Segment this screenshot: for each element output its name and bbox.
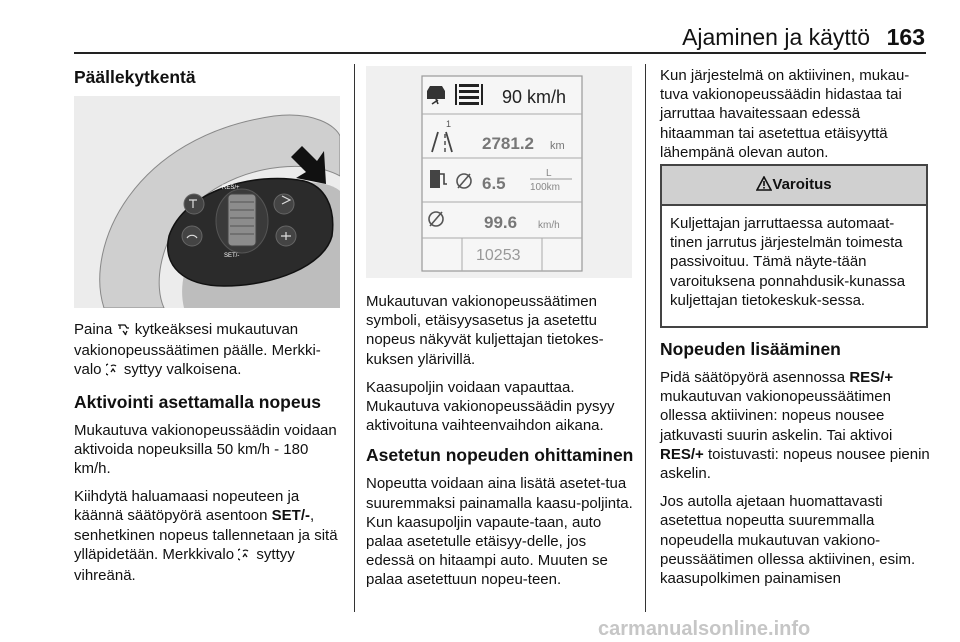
- warning-header: [662, 166, 926, 206]
- cluster-fuel-value: 6.5: [482, 174, 506, 193]
- p2-part-b: mukautuvan vakionopeussäätimen ollessa aktiivinen: nopeus nousee jatkuvasti suurin askelin. Tai aktivoi: [660, 388, 893, 444]
- acc-indicator-icon: [106, 362, 120, 381]
- p1-part-b: kytkeäksesi mukautuvan vakionopeussäätimen päälle. Merkki-valo: [74, 321, 321, 379]
- steering-wheel-figure: [74, 96, 340, 308]
- res-label-bold: RES/+: [660, 445, 704, 463]
- paragraph-res: [660, 368, 930, 483]
- cluster-display-figure: [366, 66, 632, 278]
- set-label-bold: SET/-: [271, 507, 310, 525]
- p3-part-b: , senhetkinen nopeus tallennetaan ja sitä ylläpidetään. Merkkivalo: [74, 507, 338, 563]
- column-2-text: [366, 292, 638, 599]
- cluster-avg-speed-unit: km/h: [538, 220, 560, 231]
- column-divider-2: [645, 64, 646, 612]
- heading-activation-by-speed: Aktivointi asettamalla nopeus: [74, 391, 322, 412]
- res-label-bold: RES/+: [849, 369, 894, 386]
- cluster-range-unit: km: [550, 140, 565, 152]
- warning-box: [660, 164, 928, 328]
- paragraph-faster-driving: Jos autolla ajetaan huomattavasti asetettua nopeutta suuremmalla nopeudella mukautuvan vakiono-peussäätimen ollessa aktiivinen, esim. kaasupolkimen painamisen: [660, 493, 916, 588]
- column-divider-1: [354, 64, 355, 612]
- p2-part-c: toistuvasti: nopeus nousee pienin askelin.: [660, 445, 930, 483]
- section-heading-activation: Päällekytkentä: [74, 67, 196, 87]
- paragraph-speed-range: Mukautuva vakionopeussäädin voidaan aktivoida nopeuksilla 50 km/h - 180 km/h.: [74, 421, 337, 478]
- cluster-fuel-unit-bottom: 100km: [530, 182, 561, 193]
- cluster-fuel-unit-top: L: [546, 168, 552, 179]
- res-label: RES/+: [222, 185, 240, 191]
- page-header-title: Ajaminen ja käyttö: [682, 24, 870, 50]
- paragraph-pedal-release: Kaasupoljin voidaan vapauttaa. Mukautuva vakionopeussäädin pysyy aktivoituna vaihteenvaihdon aikana.: [366, 378, 615, 435]
- warning-text: Kuljettajan jarruttaessa automaat-tinen jarrutus järjestelmän toimesta passivoituu. Tämä näyte-tään varoituksena ponnahdusik-kunassa kuljettajan tietokeskuk-sessa.: [670, 215, 906, 309]
- p1-part-a: Paina: [74, 321, 113, 338]
- warning-title: Varoitus: [772, 176, 832, 193]
- set-label: SET/-: [224, 253, 240, 259]
- warning-triangle-icon: [756, 168, 772, 206]
- cluster-range-value: 2781.2: [482, 134, 534, 153]
- watermark: carmanualsonline.info: [598, 618, 811, 640]
- paragraph-switch-on: [74, 320, 346, 382]
- page-number: 163: [886, 24, 925, 50]
- heading-override-speed: Asetetun nopeuden ohittaminen: [366, 445, 634, 466]
- p3-part-c: syttyy vihreänä.: [74, 545, 295, 585]
- cluster-avg-speed: 99.6: [484, 213, 518, 232]
- column-3-lower: [660, 338, 930, 597]
- column-1: [74, 66, 346, 96]
- column-1-text: [74, 320, 346, 594]
- cluster-odometer: 10253: [476, 247, 521, 264]
- header-rule: [74, 52, 926, 54]
- paragraph-override: Nopeutta voidaan aina lisätä asetet-tua suuremmaksi painamalla kaasu-poljinta. Kun kaasupoljin vapaute-taan, auto palaa asetetulle etäisyy-delle, jos edessä on hitaampi auto. Muuten se palaa asetettuun nopeu-teen.: [366, 475, 633, 589]
- p2-part-a: Pidä säätöpyörä asennossa: [660, 369, 846, 386]
- heading-increase-speed: Nopeuden lisääminen: [660, 339, 841, 359]
- p3-part-a: Kiihdytä haluamaasi nopeuteen ja käännä säätöpyörä asentoon: [74, 488, 300, 525]
- column-3-text: [660, 66, 930, 171]
- paragraph-display-info: Mukautuvan vakionopeussäätimen symboli, etäisyysasetus ja asetettu nopeus näkyvät kuljettajan tietokes-kuksen ylärivillä.: [366, 293, 604, 368]
- p1-part-c: syttyy valkoisena.: [123, 361, 242, 379]
- paragraph-active-braking: Kun järjestelmä on aktiivinen, mukau-tuva vakionopeussäädin hidastaa tai jarruttaa havaitessaan edessä hitaamman tai asetettua etäisyyttä lähempänä olevan auton.: [660, 67, 910, 161]
- cluster-speed: 90 km/h: [502, 87, 567, 107]
- acc-button-icon: [117, 322, 131, 341]
- paragraph-set-speed: [74, 487, 346, 585]
- cluster-gap-level: 1: [446, 119, 452, 129]
- acc-indicator-icon: [238, 547, 252, 566]
